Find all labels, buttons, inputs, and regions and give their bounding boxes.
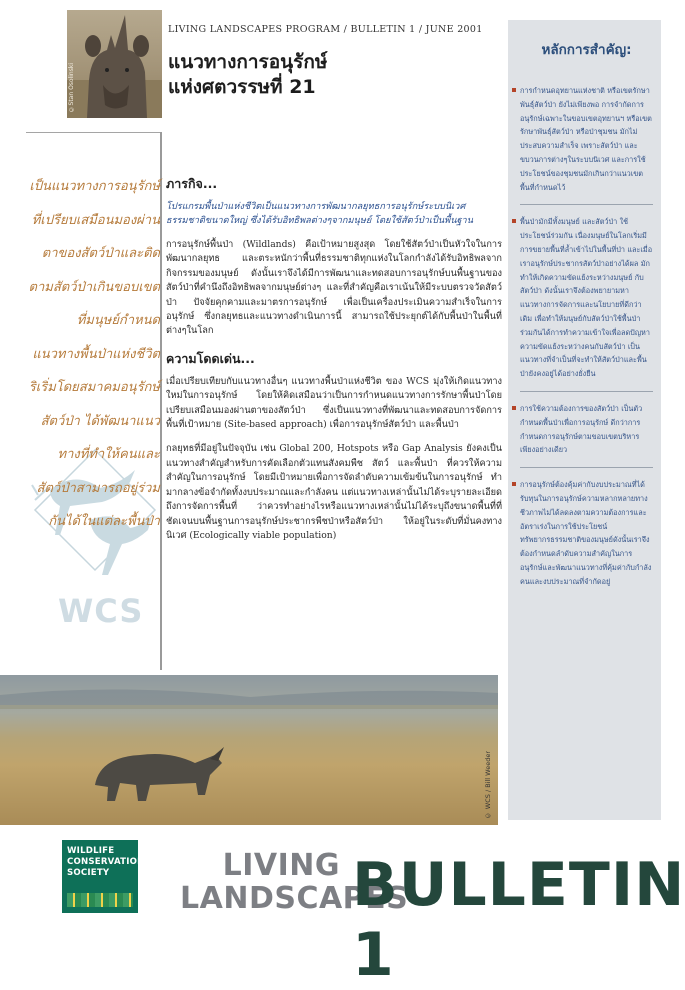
quote-line: สัตว์ป่า ได้พัฒนาแนว [40, 413, 160, 429]
divider [520, 204, 653, 205]
quote-line: ตาของสัตว์ป่าและติด [41, 246, 160, 261]
logo-line: WILDLIFE [67, 846, 115, 856]
principle-item: พื้นป่ามักมีทั้งมนุษย์ และสัตว์ป่า ใช้ประโยชน์ร่วมกัน เนื่องมนุษย์ในโลกเริ่มมีการขยายพื้นที่ล้ำเข้าไปในพื้นที่ป่า และเมื่อเราอนุรักษ์ประชากรสัตว์ป่าอย่างได้ผล มักทำให้เกิดความขัดแย้งระหว่างมนุษย์ กับสัตว์ป่า ดังนั้นเราจึงต้องพยายามหาแนวทางการจัดการและนโยบายที่ดีกว่าเดิม เพื่อทำให้มนุษย์กับสัตว์ป่าใช้พื้นป่าร่วมกันได้การทำความเข้าใจเพื่อลดปัญหาความขัดแย้งระหว่างคนกับสัตว์ป่า เป็นแนวทางที่จำเป็นที่จะทำให้สัตว์ป่าและพื้นป่ายังคงอยู่ได้อย่างยั่งยืน [520, 215, 653, 381]
bullet-icon [512, 88, 516, 92]
bullet-icon [512, 482, 516, 486]
highlights-body-1: เมื่อเปรียบเทียบกับแนวทางอื่นๆ แนวทางพื้นป่าแห่งชีวิต ของ WCS มุ่งให้เกิดแนวทางใหม่ในการอนุรักษ์ โดยให้คิดเสมือนว่าเป็นการกำหนดแนวทางการรักษาพื้นป่าโดยเปรียบเสมือนมองผ่านตาของสัตว์ป่า ซึ่งเป็นแนวทางที่พัฒนาและทดสอบการจัดการพื้นที่เป้าหมาย (Site-based approach) เพื่อการอนุรักษ์สัตว์ป่า และพื้นป่า [166, 375, 502, 431]
program-line: LIVING LANDSCAPES PROGRAM / BULLETIN 1 / JUNE 2001 [168, 24, 483, 35]
mission-lead: โปรแกรมพื้นป่าแห่งชีวิตเป็นแนวทางการพัฒนากลยุทธการอนุรักษ์ระบบนิเวศธรรมชาติขนาดใหญ่ ซึ่งได้รับอิทธิพลต่างๆจากมนุษย์ โดยใช้สัตว์ป่าเป็นพื้นฐาน [166, 201, 473, 226]
logo-line: CONSERVATION [67, 857, 145, 867]
photo-credit: ©Stan Osolinski [68, 62, 75, 112]
bullet-icon [512, 219, 516, 223]
quote-line: ตามสัตว์ป่าเกินขอบเขต [28, 279, 160, 295]
quote-line: ทางที่ทำให้คนและ [57, 447, 160, 462]
divider [26, 132, 160, 133]
page-title [168, 50, 327, 100]
rhino-portrait-photo [67, 10, 162, 118]
quote-line: ที่เปรียบเสมือนมองผ่าน [31, 212, 160, 228]
quote-line: สัตว์ป่าสามารถอยู่ร่วม [36, 480, 160, 496]
quote-line: กันได้ในแต่ละพื้นป่า [48, 514, 160, 529]
quote-line: ริเริ่มโดยสมาคมอนุรักษ์ [28, 380, 160, 395]
sidebar-heading: หลักการสำคัญ: [541, 42, 632, 58]
landscape-credit: © WCS / Bill Weeder [484, 750, 492, 819]
principle-item: การกำหนดอุทยานแห่งชาติ หรือเขตรักษาพันธุ์สัตว์ป่า ยังไม่เพียงพอ การจำกัดการอนุรักษ์เฉพาะในขอบเขตอุทยานฯ หรือเขตรักษาพันธุ์สัตว์ป่า หรือป่าชุมชน มักไม่ประสบความสำเร็จ เพราะสัตว์ป่า และขบวนการต่างๆในระบบนิเวศ และการใช้ประโยชน์ของชุมชนมักเกินกว่าแนวเขตพื้นที่กำหนดไว้ [520, 84, 653, 194]
bullet-icon [512, 406, 516, 410]
divider [520, 467, 653, 468]
rhino-landscape-icon [0, 675, 498, 825]
bulletin-wordmark: BULLETIN 1 [352, 850, 685, 990]
column-divider [160, 132, 162, 670]
wcs-emblem-text: WCS [58, 592, 144, 630]
highlights-body-2: กลยุทธที่มีอยู่ในปัจจุบัน เช่น Global 200, Hotspots หรือ Gap Analysis ยังคงเป็นแนวทางสำคัญสำหรับการคัดเลือกตัวแทนสังคมพืช สัตว์ และพื้นป่า ที่ควรให้ความสำคัญในการอนุรักษ์ โดยมีเป้าหมายเพื่อการจัดลำดับความเข้มข้นในการอนุรักษ์ ทำมากลางข้อจำกัดทั้งงบประมาณและกำลังคน แต่แนวทางเหล่านั้นไม่ได้ระบุรายละเอียดถึงการจัดการพื้นที่ ว่าควรทำอย่างไรหรือแนวทางเหล่านั้นไม่ได้ระบุถึงขนาดพื้นที่ที่ชัดเจนบนพื้นฐานการอนุรักษ์ประชากรพืชป่าหรือสัตว์ป่า ให้อยู่ในระดับที่มั่นคงทางนิเวศ (Ecologically viable population) [166, 443, 502, 541]
logo-strip-icon [67, 893, 133, 907]
living-landscapes-wordmark [180, 848, 409, 916]
mission-body: การอนุรักษ์พื้นป่า (Wildlands) คือเป้าหมายสูงสุด โดยใช้สัตว์ป่าเป็นหัวใจในการพัฒนากลยุทธ และตระหนักว่าพื้นที่ธรรมชาติทุกแห่งในโลกกำลังได้รับอิทธิพลจากกิจกรรมของมนุษย์ ดังนั้นเราจึงได้มีการพัฒนาและทดสอบการอนุรักษ์บนพื้นฐานของสัตว์ป่าที่คำนึงถึงอิทธิพลจากมนุษย์ต่างๆ และที่สำคัญคือเราเน้นให้มีระบบตรวจวัดสัตว์ป่า ปัจจัยคุกคามและมาตรการอนุรักษ์ เพื่อเป็นเครื่องประเมินความสำเร็จในการอนุรักษ์ ซึ่งกลยุทธและแนวทางดำเนินการนี้ สามารถใช้ประยุกต์ได้กับพื้นป่าในพื้นที่ต่างๆในโลก [166, 239, 502, 337]
principle-item: การอนุรักษ์ต้องคุ้มค่ากับงบประมาณที่ได้รับทุนในการอนุรักษ์ความหลากหลายทางชีวภาพไม่ได้ลดลงตามความต้องการและอัตราเร่งในการใช้ประโยชน์ทรัพยากรธรรมชาติของมนุษย์ดังนั้นเราจึงต้องกำหนดลำดับความสำคัญในการอนุรักษ์และพัฒนาแนวทางที่คุ้มค่ากับกำลังคนและงบประมาณที่จำกัดอยู่ [520, 478, 653, 588]
divider [520, 391, 653, 392]
pull-quote [20, 170, 160, 539]
principle-item: การใช้ความต้องการของสัตว์ป่า เป็นตัวกำหนดพื้นป่าเพื่อการอนุรักษ์ ดีกว่าการกำหนดการอนุรักษ์ตามขอบเขตบริหารเพียงอย่างเดียว [520, 402, 653, 457]
section-heading-mission: ภารกิจ... [166, 176, 218, 191]
logo-line: SOCIETY [67, 868, 110, 878]
quote-line: แนวทางพื้นป่าแห่งชีวิต [32, 346, 160, 362]
wcs-logo [62, 840, 145, 913]
quote-line: เป็นแนวทางการอนุรักษ์ [29, 179, 160, 194]
key-principles-sidebar [508, 20, 661, 820]
rhino-photo-icon [67, 10, 162, 118]
section-heading-highlights: ความโดดเด่น... [166, 350, 255, 366]
title-line-1: แนวทางการอนุรักษ์ [168, 51, 328, 73]
main-content [166, 174, 502, 553]
wordmark-landscapes: LANDSCAPES [180, 881, 409, 916]
rhino-landscape-photo [0, 675, 498, 825]
wordmark-living: LIVING [222, 848, 340, 883]
quote-line: ที่มนุษย์กำหนด [76, 313, 160, 328]
title-line-2: แห่งศตวรรษที่ 21 [168, 76, 316, 98]
